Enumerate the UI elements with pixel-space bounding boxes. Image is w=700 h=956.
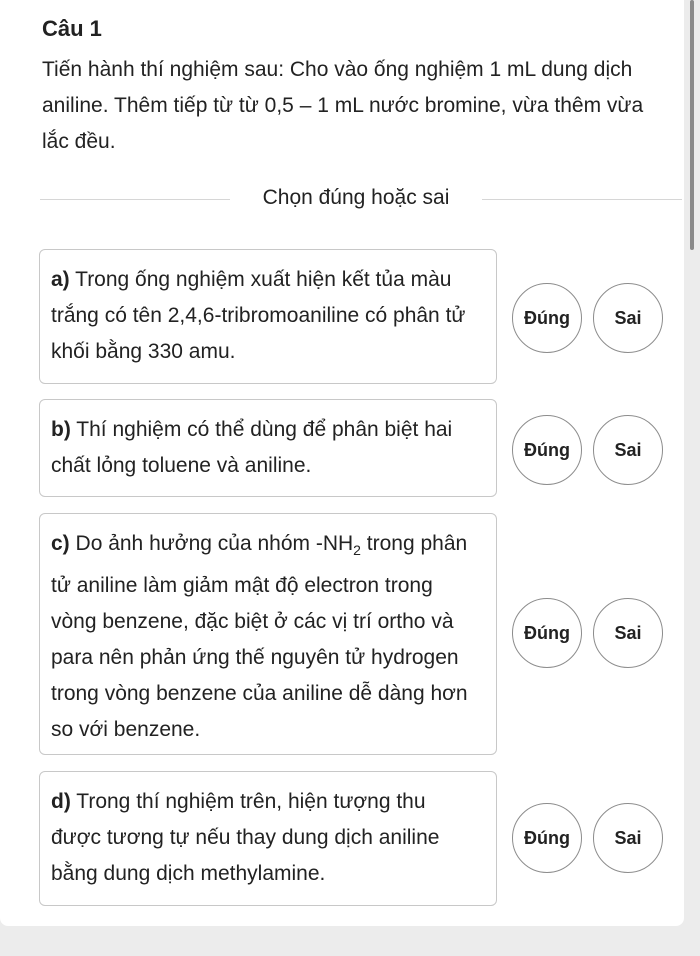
statement-d-label: d) [51,790,71,813]
statement-c-text-after: trong phân tử aniline làm giảm mật độ electron trong vòng benzene, đặc biệt ở các vị trí ortho và para nên phản ứng thế nguyên tử hydrogen trong vòng benzene của aniline dễ dàng hơn so với benzene. [51,532,468,742]
statement-d-false-button[interactable]: Sai [593,803,663,873]
statement-b-label: b) [51,418,71,441]
statement-d [39,771,497,906]
statement-a [39,249,497,384]
section-label: Chọn đúng hoặc sai [262,186,450,209]
scrollbar-thumb[interactable] [690,0,694,250]
statement-a-label: a) [51,268,70,291]
statement-c-text-before: Do ảnh hưởng của nhóm -NH [69,532,354,555]
statement-b [39,399,497,497]
statement-b-text: Thí nghiệm có thể dùng để phân biệt hai chất lỏng toluene và aniline. [51,418,453,477]
statement-c [39,513,497,755]
statement-d-true-button[interactable]: Đúng [512,803,582,873]
statement-b-true-button[interactable]: Đúng [512,415,582,485]
divider-right [482,199,682,200]
question-title: Câu 1 [42,16,102,41]
question-text: Tiến hành thí nghiệm sau: Cho vào ống nghiệm 1 mL dung dịch aniline. Thêm tiếp từ từ 0,5 – 1 mL nước bromine, vừa thêm vừa lắc đều. [42,58,644,153]
divider-left [40,199,230,200]
statement-c-true-button[interactable]: Đúng [512,598,582,668]
statement-c-false-button[interactable]: Sai [593,598,663,668]
statement-a-true-button[interactable]: Đúng [512,283,582,353]
scrollbar[interactable] [684,0,700,956]
statement-a-false-button[interactable]: Sai [593,283,663,353]
statement-c-label: c) [51,532,70,555]
statement-b-false-button[interactable]: Sai [593,415,663,485]
statement-d-text: Trong thí nghiệm trên, hiện tượng thu được tương tự nếu thay dung dịch aniline bằng dung dịch methylamine. [51,790,440,885]
statement-c-subscript: 2 [353,542,361,559]
statement-a-text: Trong ống nghiệm xuất hiện kết tủa màu trắng có tên 2,4,6-tribromoaniline có phân tử khối bằng 330 amu. [51,268,466,363]
